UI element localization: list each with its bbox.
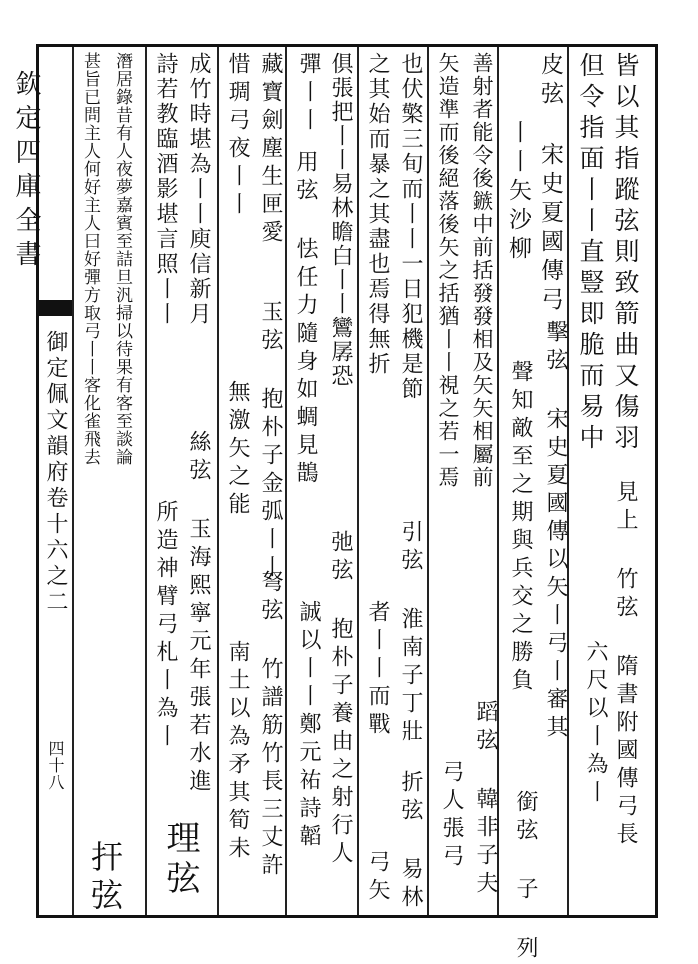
text-column: 成竹時堪為丨丨庾信新月 [186,52,211,327]
text-column: 矢造準而後絕落後矢之括猶丨丨視之若一焉 [436,52,460,489]
column-rule [217,47,219,915]
text-column: 見上 竹弦 隋書附國傳弓長 [613,480,638,850]
text-column: 彈丨丨 [296,52,321,136]
text-column: 絲弦 玉海熙寧元年張若水進 [186,430,211,797]
column-rule [285,47,287,915]
text-column: 弓矢 [365,850,390,906]
text-column: 弓人張弓 [439,760,464,872]
text-column: 善射者能令後鏃中前括發發相及矢矢相屬前 [470,52,494,489]
text-column: 折弦 易林 [398,770,423,913]
column-rule [72,47,74,915]
text-column: 但令指面丨丨直豎即脆而易中 [576,52,605,455]
text-column: 理弦 [160,820,200,900]
column-rule [357,47,359,915]
text-column: 擊弦 宋史夏國傳以矢丨弓丨審其 [543,320,568,743]
text-column: 者丨丨而戰 [365,600,390,740]
book-title: 欽定四庫全書 [11,70,41,274]
text-column: 玉弦 抱朴子金弧丨丨 [258,300,283,583]
text-column: 之其始而暴之其盡也焉得無折 [365,52,390,377]
text-column: 俱張把丨丨易林瞻白丨丨鸞孱恐 [328,52,353,388]
text-column: 弛弦 抱朴子養由之射行人 [328,530,353,869]
column-rule [427,47,429,915]
text-column: 也伏檠三旬而丨丨一日犯機是節 [398,52,423,402]
text-column: 南土以為矛其筍未 [225,640,250,864]
text-column: 潛居錄昔有人夜夢嘉賓至詰旦汎掃以待果有客至談論 [112,52,132,466]
text-column: 皮弦 宋史夏國傳弓 [537,52,563,316]
page-number: 四十八 [46,740,65,791]
text-column: 皆以其指蹤弦則致箭曲又傷羽 [611,52,640,455]
text-column: 藏寶劍塵生匣愛 [258,52,283,248]
text-column: 扞弦 [86,840,124,916]
text-column: 蹈弦 韓非子夫 [473,700,498,899]
column-rule [145,47,147,915]
text-column: 所造神臂弓札丨為丨 [153,500,178,752]
text-column: 用弦 怯任力隨身如蜩見鵲 [293,150,318,489]
text-column: 銜弦 子 列 [513,790,538,964]
text-column: 無激矢之能 [225,380,250,520]
sub-title: 御定佩文韻府卷十六之二 [43,330,68,616]
text-column: 甚旨已問主人何好主人曰好彈方取弓丨丨客化雀飛去 [80,52,100,466]
text-column: 誠以丨丨鄭元祐詩韜 [296,600,321,852]
text-column: 詩若教臨酒影堪言照丨丨 [153,52,178,327]
text-column: 引弦 淮南子丁壯 [398,520,423,747]
text-column: 惜琱弓夜丨丨 [225,52,250,220]
fish-tail-mark [36,300,72,316]
text-column: 六尺以丨為丨 [583,640,608,808]
text-column: 弩弦 竹譜筋竹長三丈許 [258,570,283,881]
text-column: 聲知敵至之期與兵交之勝負 [508,360,533,696]
text-column: 丨丨矢沙柳 [505,120,531,265]
